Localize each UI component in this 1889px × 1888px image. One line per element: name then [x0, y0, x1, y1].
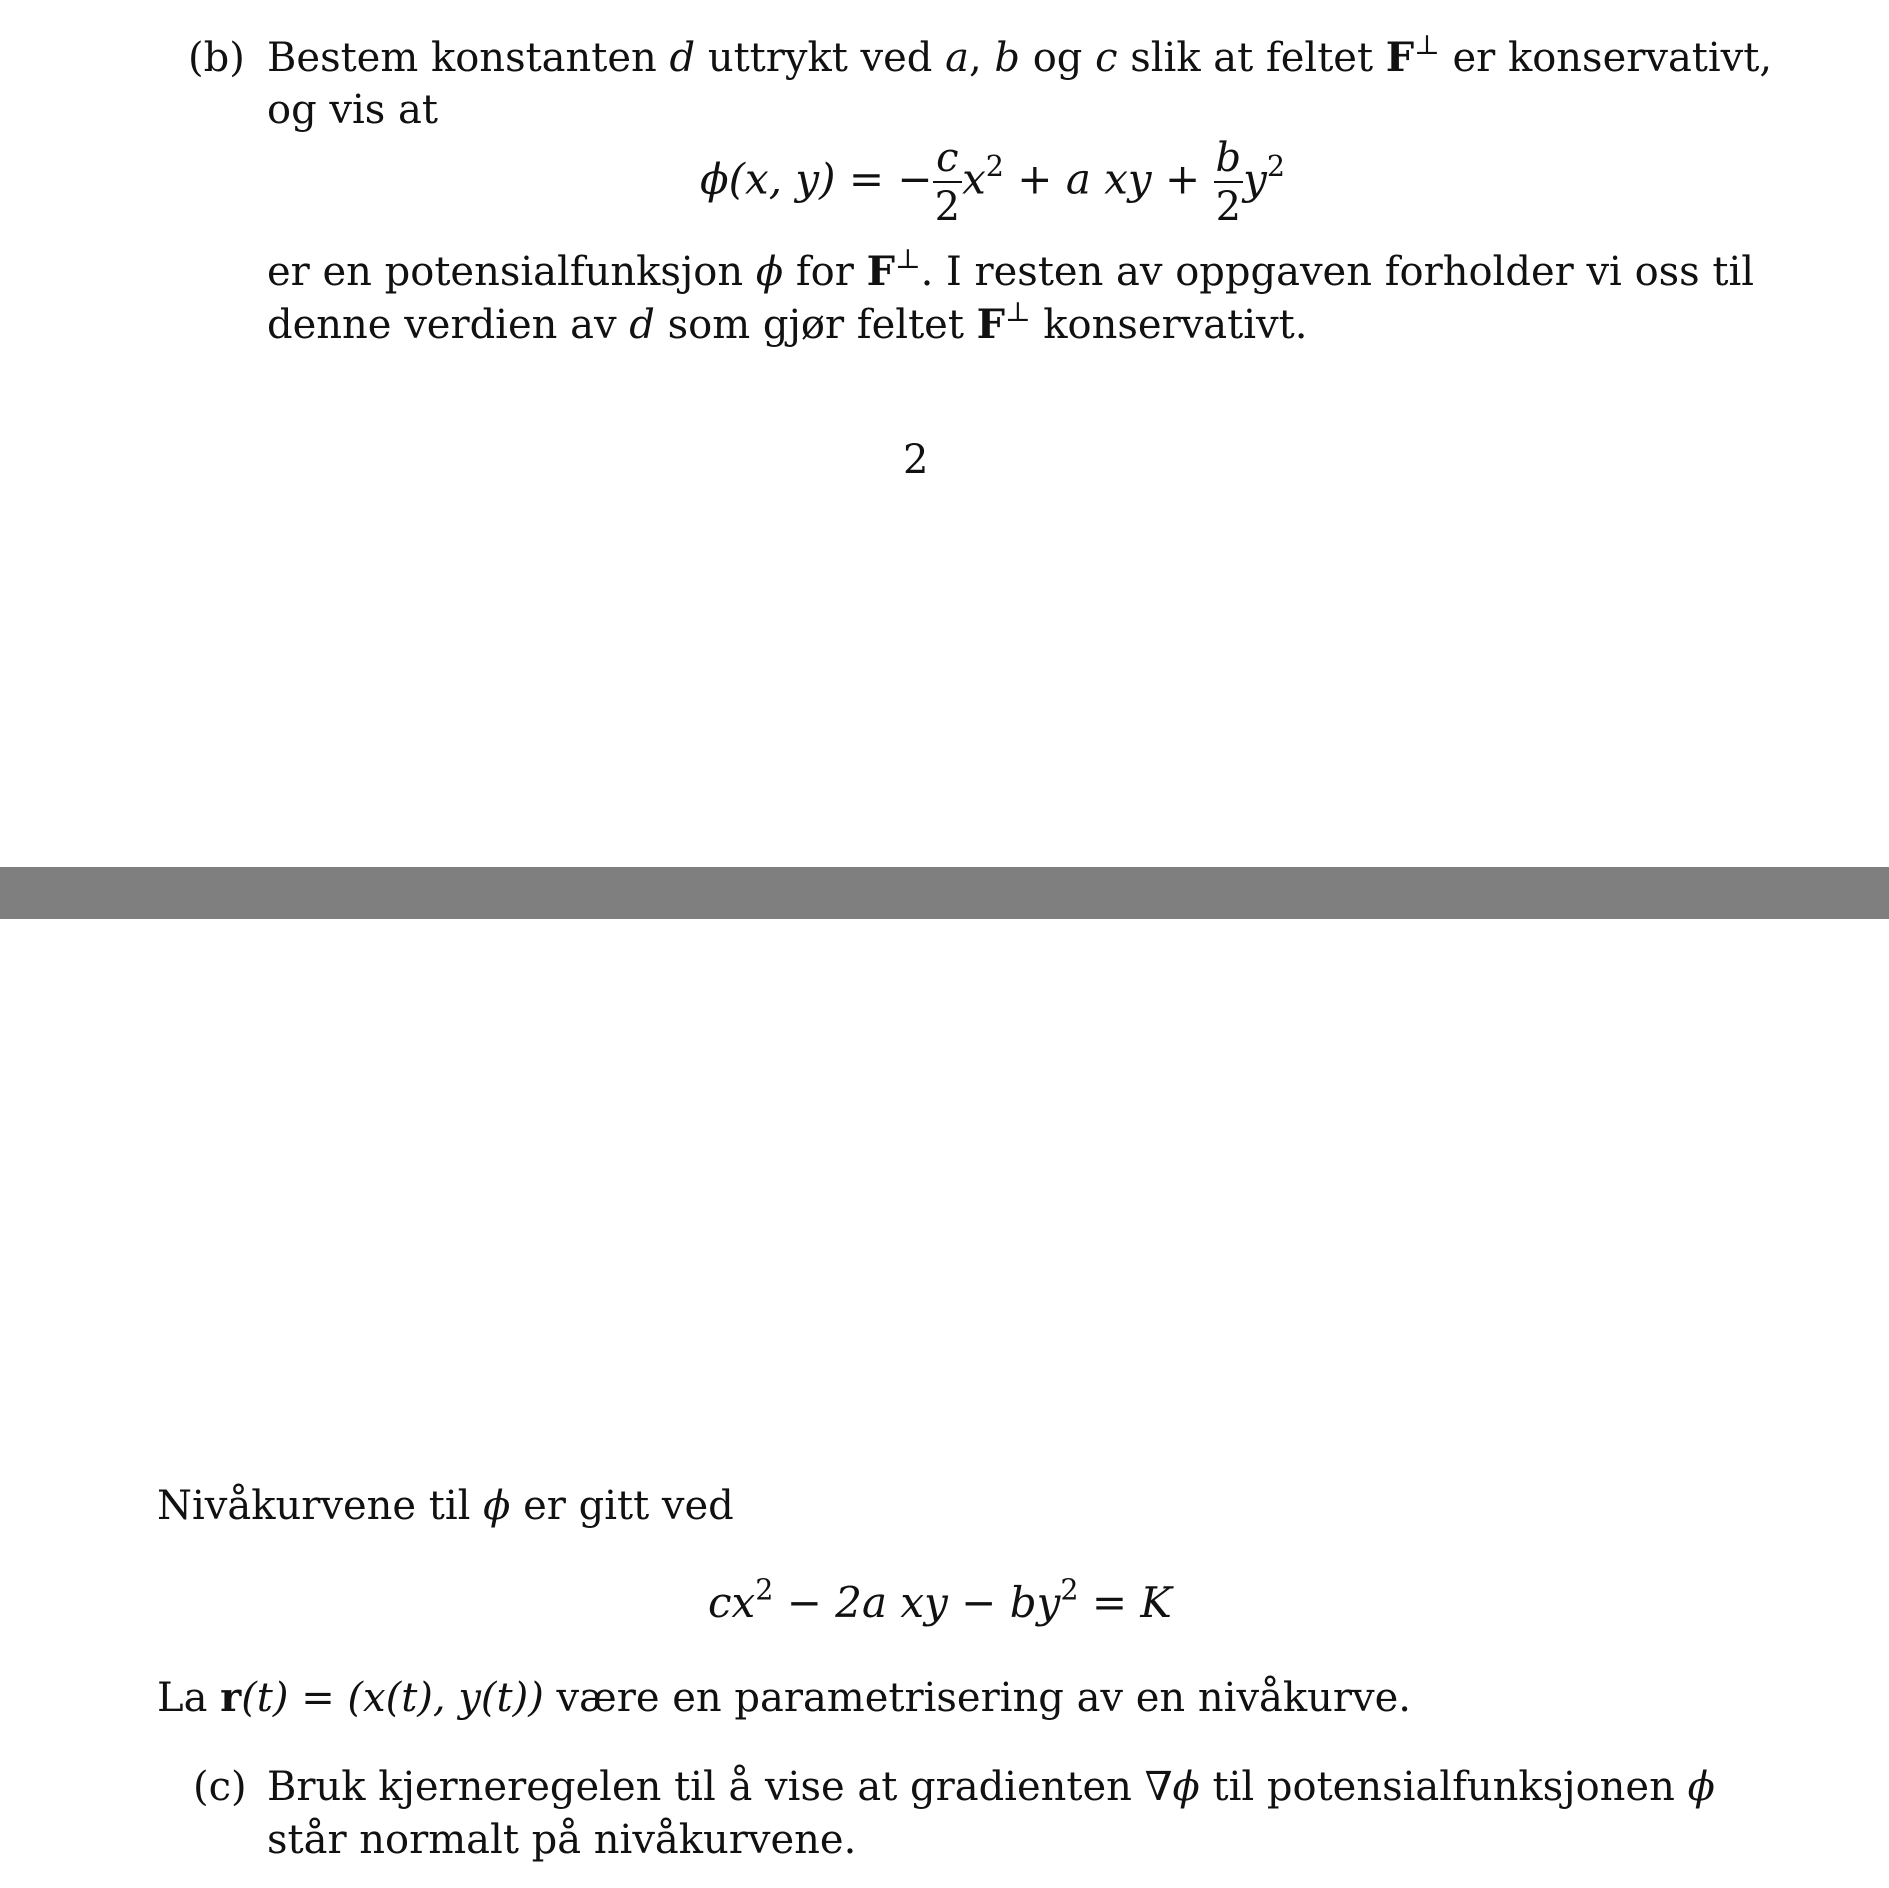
page-number: 2: [903, 437, 929, 483]
level-curves-intro: Nivåkurvene til ϕ er gitt ved: [157, 1483, 734, 1529]
page-divider: [0, 867, 1889, 919]
part-c-line-1: Bruk kjerneregelen til å vise at gradienten ∇ϕ til potensialfunksjonen ϕ: [267, 1764, 1715, 1810]
part-c-line-2: står normalt på nivåkurvene.: [267, 1817, 857, 1863]
part-c-label: (c): [193, 1764, 247, 1810]
part-b-label: (b): [188, 35, 245, 81]
part-b-line-1: Bestem konstanten d uttrykt ved a, b og c slik at feltet F⊥ er konservativt,: [267, 30, 1773, 81]
fraction-b-over-2: $\frac{b}{2}$: [1215, 135, 1242, 230]
part-b-line-3: er en potensialfunksjon ϕ for F⊥. I resten av oppgaven forholder vi oss til: [267, 244, 1755, 295]
parametrization-sentence: La r(t) = (x(t), y(t)) være en parametrisering av en nivåkurve.: [157, 1674, 1411, 1721]
fraction-c-over-2: $\frac{c}{2}$: [934, 135, 961, 230]
part-b-line-4: denne verdien av d som gjør feltet F⊥ konservativt.: [267, 297, 1308, 348]
level-curve-equation: $cx^2 - 2a$ xy − $by^2 = K$: [708, 1572, 1172, 1627]
potential-equation: ϕ(x, y) = − $\frac{c}{2}$ $x^2 + a$ xy + $\frac{b}{2}$ $y^2$: [700, 135, 1286, 230]
part-b-line-2: og vis at: [267, 87, 438, 133]
